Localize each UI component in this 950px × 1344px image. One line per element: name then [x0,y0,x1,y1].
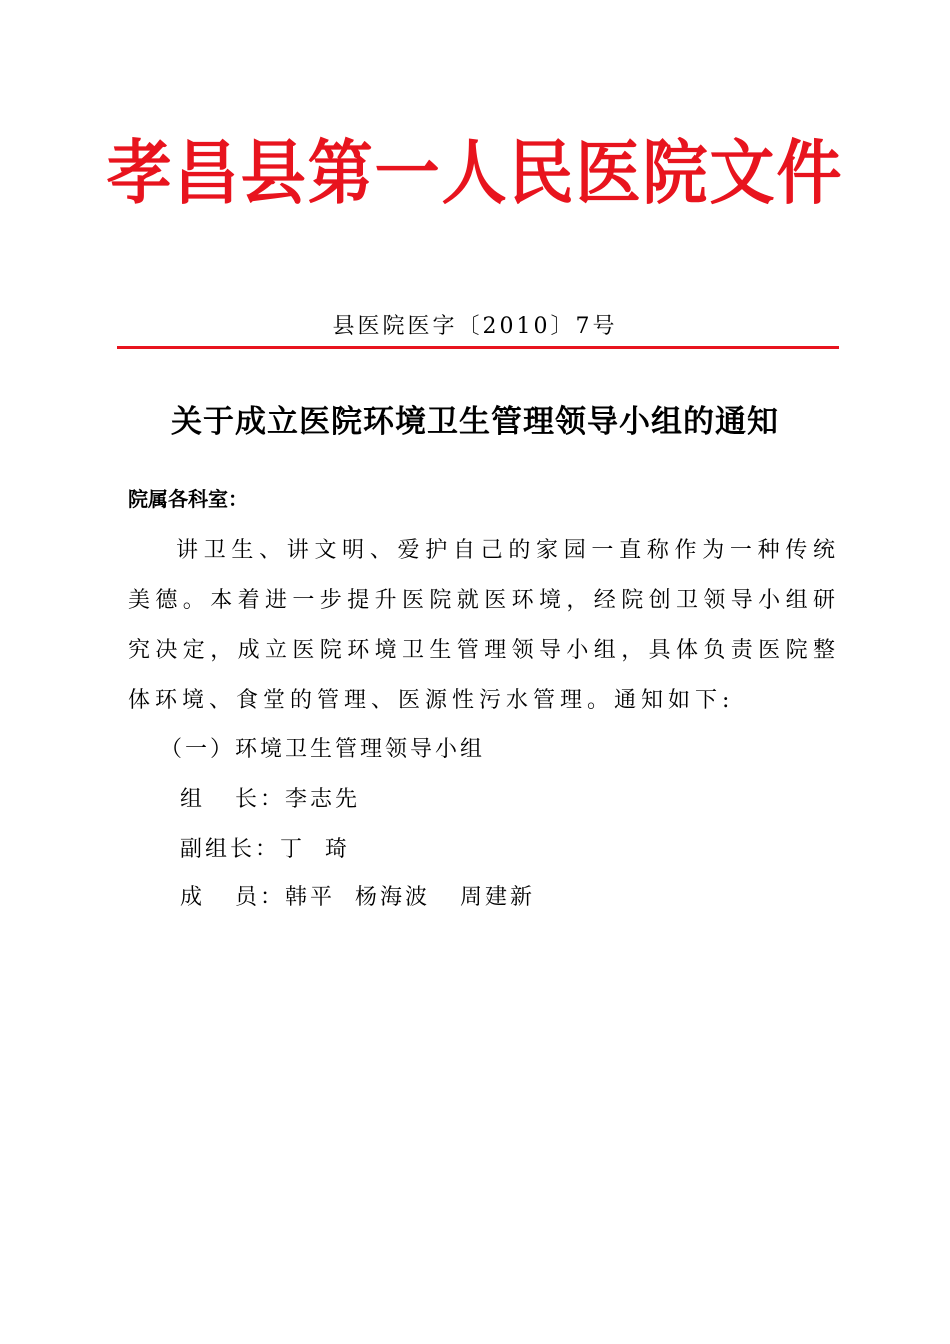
members-label: 成 员： [180,885,285,910]
institution-title: 孝昌县第一人民医院文件 [106,132,844,214]
members-row [180,878,535,918]
deputy-row [180,830,350,870]
addressee: 院属各科室： [128,487,248,511]
leader-label: 组 长： [180,787,285,812]
section-heading: （一）环境卫生管理领导小组 [160,737,486,762]
leader-value: 李志先 [284,787,360,812]
members-value: 韩平 杨海波 周建新 [284,885,535,910]
document-number: 县医院医字〔2010〕7号 [332,314,618,339]
red-divider-rule [117,346,839,349]
deputy-label: 副组长： [180,837,281,862]
deputy-value: 丁 琦 [280,837,351,862]
body-paragraph: 讲卫生、讲文明、爱护自己的家园一直称作为一种传统美德。本着进一步提升医院就医环境，经院创卫领导小组研究决定，成立医院环境卫生管理领导小组，具体负责医院整体环境、食堂的管理、医源性污水管理。通知如下: [128,538,840,713]
leader-row [180,780,360,820]
notice-title: 关于成立医院环境卫生管理领导小组的通知 [171,404,779,440]
